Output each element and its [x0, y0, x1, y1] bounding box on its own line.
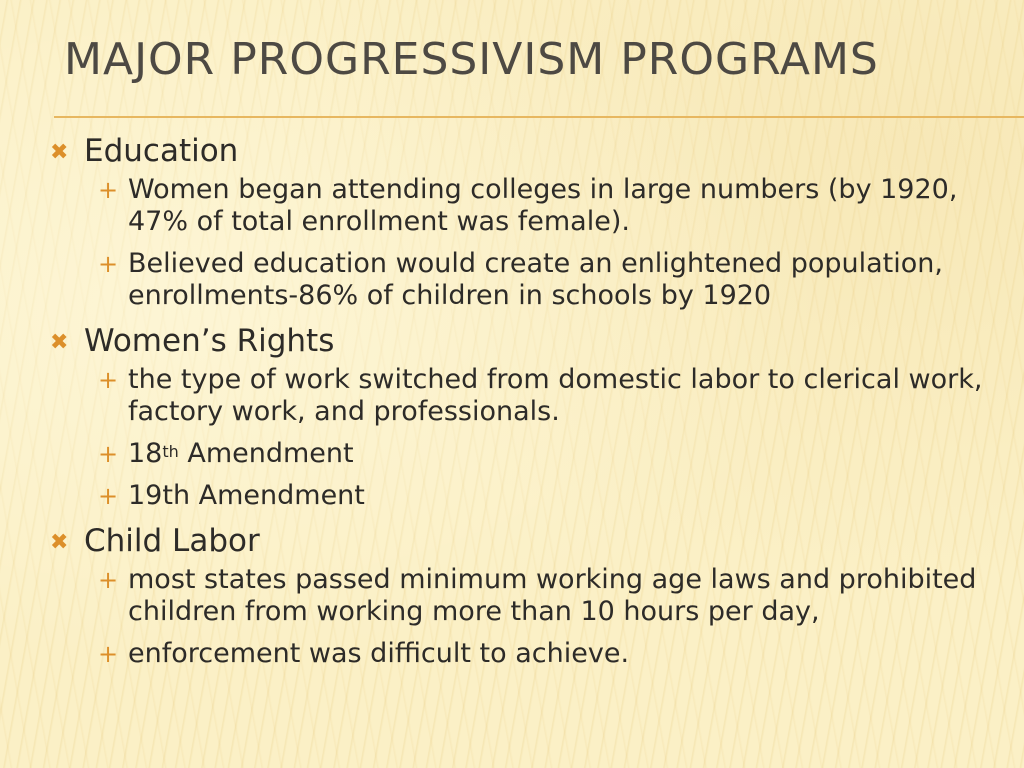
x-mark-icon: ✖ — [50, 330, 69, 355]
title-divider — [54, 116, 1024, 118]
list-item-text: 19th Amendment — [128, 480, 365, 511]
section-womens-rights — [44, 322, 1004, 360]
amendment-label: Amendment — [178, 438, 354, 469]
list-item — [44, 564, 1004, 628]
x-mark-icon: ✖ — [50, 530, 69, 555]
plus-icon: + — [98, 440, 119, 468]
list-item — [44, 480, 1004, 512]
list-item — [44, 174, 1004, 238]
plus-icon: + — [98, 482, 119, 510]
section-child-labor — [44, 522, 1004, 560]
list-item-text: enforcement was difficult to achieve. — [128, 638, 630, 669]
list-item-text: Women began attending colleges in large numbers (by 1920, 47% of total enrollment was female). — [128, 174, 958, 237]
list-item — [44, 438, 1004, 470]
bullet-list — [44, 130, 1004, 680]
plus-icon: + — [98, 176, 119, 204]
ordinal-number: 18 — [128, 438, 163, 469]
plus-icon: + — [98, 366, 119, 394]
list-item-text: Believed education would create an enlightened population, enrollments-86% of children in schools by 1920 — [128, 248, 943, 311]
list-item — [44, 364, 1004, 428]
section-heading: Child Labor — [84, 523, 260, 559]
ordinal-suffix: th — [162, 442, 179, 461]
list-item — [44, 638, 1004, 670]
list-item-text — [128, 438, 354, 469]
list-item-text: most states passed minimum working age laws and prohibited children from working more than 10 hours per day, — [128, 564, 977, 627]
plus-icon: + — [98, 566, 119, 594]
list-item — [44, 248, 1004, 312]
section-education — [44, 132, 1004, 170]
slide-title: MAJOR PROGRESSIVISM PROGRAMS — [64, 34, 879, 85]
plus-icon: + — [98, 640, 119, 668]
x-mark-icon: ✖ — [50, 140, 69, 165]
section-heading: Women’s Rights — [84, 323, 335, 359]
section-heading: Education — [84, 133, 239, 169]
plus-icon: + — [98, 250, 119, 278]
list-item-text: the type of work switched from domestic labor to clerical work, factory work, and professionals. — [128, 364, 983, 427]
